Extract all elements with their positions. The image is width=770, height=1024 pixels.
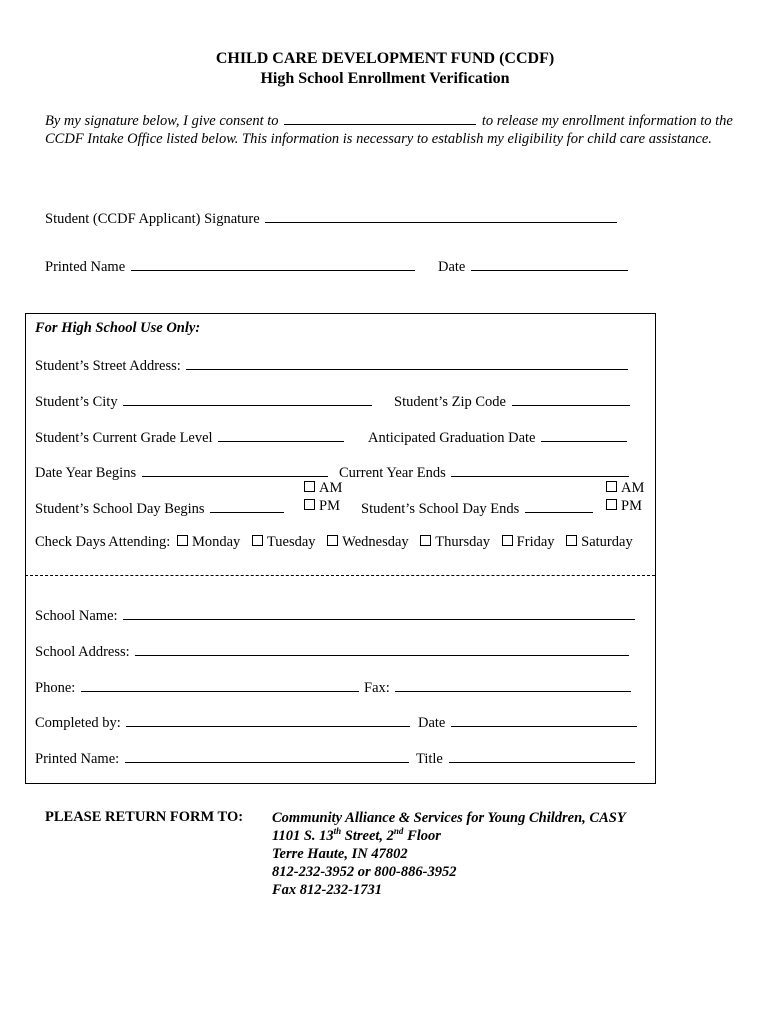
consent-text-part1: By my signature below, I give consent to [45,113,279,129]
checkbox-icon[interactable] [606,481,617,492]
completed-date-row [418,712,639,732]
graduation-field[interactable] [541,427,627,442]
return-address-block [272,809,626,899]
consent-text-part2: to release my enrollment information to the CCDF Intake Office listed below. This information is necessary to establish my eligibility for child care assistance. [45,113,733,147]
day-ends-label: Student’s School Day Ends [361,501,520,517]
school-address-label: School Address: [35,644,130,660]
year-ends-field[interactable] [451,462,629,477]
checkbox-icon[interactable] [420,535,431,546]
fax-field[interactable] [395,677,631,692]
fax-label: Fax: [364,680,390,696]
checkbox-icon[interactable] [606,499,617,510]
year-begins-row [35,462,330,482]
zip-label: Student’s Zip Code [394,394,506,410]
return-label: PLEASE RETURN FORM TO: [45,809,244,825]
applicant-date-row [438,256,630,276]
section-divider [25,575,655,576]
checkbox-icon[interactable] [304,499,315,510]
title-row [416,748,637,768]
grade-label: Student’s Current Grade Level [35,430,213,446]
return-org: Community Alliance & Services for Young Children, CASY [272,810,626,826]
days-attending-row [35,534,633,551]
day-ends-row [361,498,595,518]
completed-date-label: Date [418,715,446,731]
grade-field[interactable] [218,427,344,442]
checkbox-icon[interactable] [566,535,577,546]
day-option-tuesday[interactable]: Tuesday [252,534,316,550]
year-ends-label: Current Year Ends [339,465,446,481]
checkbox-icon[interactable] [327,535,338,546]
signature-field[interactable] [265,208,617,223]
school-name-row [35,605,637,625]
school-address-row [35,641,631,661]
day-begins-row [35,498,286,518]
day-begins-label: Student’s School Day Begins [35,501,205,517]
completed-date-field[interactable] [451,712,637,727]
title-field[interactable] [449,748,635,763]
zip-field[interactable] [512,391,630,406]
street-address-field[interactable] [186,355,628,370]
pm-label: PM [621,498,642,514]
ends-pm-option[interactable] [606,498,642,515]
school-printed-name-field[interactable] [125,748,409,763]
graduation-label: Anticipated Graduation Date [368,430,536,446]
checkbox-icon[interactable] [304,481,315,492]
city-field[interactable] [123,391,372,406]
form-subtitle: High School Enrollment Verification [260,70,510,87]
city-row [35,391,374,411]
consent-paragraph [45,110,735,148]
return-fax: Fax 812-232-1731 [272,882,382,898]
completed-by-field[interactable] [126,712,410,727]
school-printed-name-row [35,748,411,768]
year-ends-row [339,462,631,482]
completed-by-label: Completed by: [35,715,121,731]
printed-name-row [45,256,417,276]
applicant-date-label: Date [438,259,466,275]
street-address-row [35,355,630,375]
day-option-wednesday[interactable]: Wednesday [327,534,408,550]
city-label: Student’s City [35,394,118,410]
fax-row [364,677,633,697]
applicant-date-field[interactable] [471,256,628,271]
checkbox-icon[interactable] [177,535,188,546]
completed-by-row [35,712,412,732]
day-begins-field[interactable] [210,498,284,513]
days-label: Check Days Attending: [35,534,171,550]
day-option-friday[interactable]: Friday [502,534,555,550]
phone-field[interactable] [81,677,359,692]
day-ends-field[interactable] [525,498,593,513]
year-begins-field[interactable] [142,462,328,477]
am-label: AM [621,480,645,496]
phone-row [35,677,361,697]
printed-name-field[interactable] [131,256,415,271]
day-option-saturday[interactable]: Saturday [566,534,633,550]
checkbox-icon[interactable] [252,535,263,546]
grade-row [35,427,346,447]
signature-label: Student (CCDF Applicant) Signature [45,211,260,227]
am-label: AM [319,480,343,496]
title-label: Title [416,751,443,767]
checkbox-icon[interactable] [502,535,513,546]
form-title: CHILD CARE DEVELOPMENT FUND (CCDF) [215,50,555,67]
pm-label: PM [319,498,340,514]
printed-name-label: Printed Name [45,259,126,275]
day-option-thursday[interactable]: Thursday [420,534,490,550]
year-begins-label: Date Year Begins [35,465,137,481]
return-city: Terre Haute, IN 47802 [272,846,408,862]
zip-row [394,391,632,411]
begins-am-option[interactable] [304,480,342,497]
day-option-monday[interactable]: Monday [177,534,240,550]
school-address-field[interactable] [135,641,629,656]
signature-row [45,208,619,228]
school-name-field[interactable] [123,605,635,620]
return-street: 1101 S. 13th Street, 2nd Floor [272,826,441,844]
graduation-row [368,427,629,447]
begins-pm-option[interactable] [304,498,340,515]
school-use-heading: For High School Use Only: [35,320,201,336]
phone-label: Phone: [35,680,76,696]
consent-organization-field[interactable] [284,110,476,125]
street-address-label: Student’s Street Address: [35,358,181,374]
return-phone: 812-232-3952 or 800-886-3952 [272,864,457,880]
ends-am-option[interactable] [606,480,644,497]
school-printed-name-label: Printed Name: [35,751,120,767]
school-name-label: School Name: [35,608,118,624]
